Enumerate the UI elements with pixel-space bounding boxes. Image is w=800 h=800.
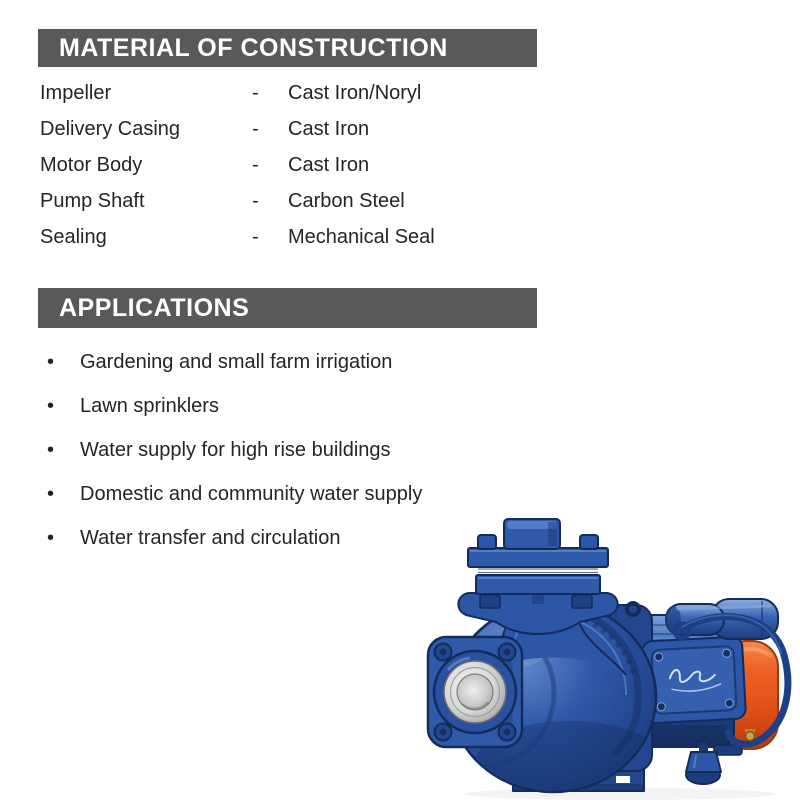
list-item [38, 428, 422, 472]
spec-separator: - [252, 189, 259, 212]
spec-value: Cast Iron/Noryl [288, 81, 422, 104]
bullet-icon: • [47, 526, 55, 549]
spec-value: Carbon Steel [288, 189, 405, 212]
spec-separator: - [252, 117, 259, 140]
spec-separator: - [252, 153, 259, 176]
suction-flange [428, 637, 522, 747]
delivery-flange-plates [468, 519, 608, 594]
bullet-icon: • [47, 350, 55, 373]
spec-label: Impeller [40, 81, 112, 104]
application-text: Lawn sprinklers [80, 394, 219, 417]
bullet-icon: • [47, 482, 55, 505]
spec-row [40, 75, 435, 111]
bullet-icon: • [47, 438, 55, 461]
spec-value: Mechanical Seal [288, 225, 435, 248]
list-item [38, 516, 422, 560]
applications-header-label: APPLICATIONS [59, 293, 250, 322]
material-of-construction-header [38, 29, 537, 67]
spec-separator: - [252, 81, 259, 104]
brass-fitting [745, 729, 755, 741]
spec-row [40, 183, 435, 219]
spec-separator: - [252, 225, 259, 248]
applications-list [38, 340, 422, 560]
spec-label: Delivery Casing [40, 117, 181, 140]
spec-label: Motor Body [40, 153, 143, 176]
material-header-label: MATERIAL OF CONSTRUCTION [59, 33, 448, 62]
list-item [38, 384, 422, 428]
material-spec-table [40, 75, 435, 255]
pump-product-image [420, 505, 800, 800]
applications-header [38, 288, 537, 328]
application-text: Gardening and small farm irrigation [80, 350, 393, 373]
application-text: Water transfer and circulation [80, 526, 341, 549]
spec-label: Sealing [40, 225, 107, 248]
spec-label: Pump Shaft [40, 189, 145, 212]
spec-value: Cast Iron [288, 153, 370, 176]
application-text: Domestic and community water supply [80, 482, 423, 505]
application-text: Water supply for high rise buildings [80, 438, 391, 461]
terminal-box-cover [642, 636, 746, 723]
list-item [38, 340, 422, 384]
spec-value: Cast Iron [288, 117, 370, 140]
centrifugal-pump-illustration [420, 505, 800, 800]
list-item [38, 472, 422, 516]
spec-row [40, 147, 435, 183]
spec-row [40, 219, 435, 255]
bullet-icon: • [47, 394, 55, 417]
spec-row [40, 111, 435, 147]
